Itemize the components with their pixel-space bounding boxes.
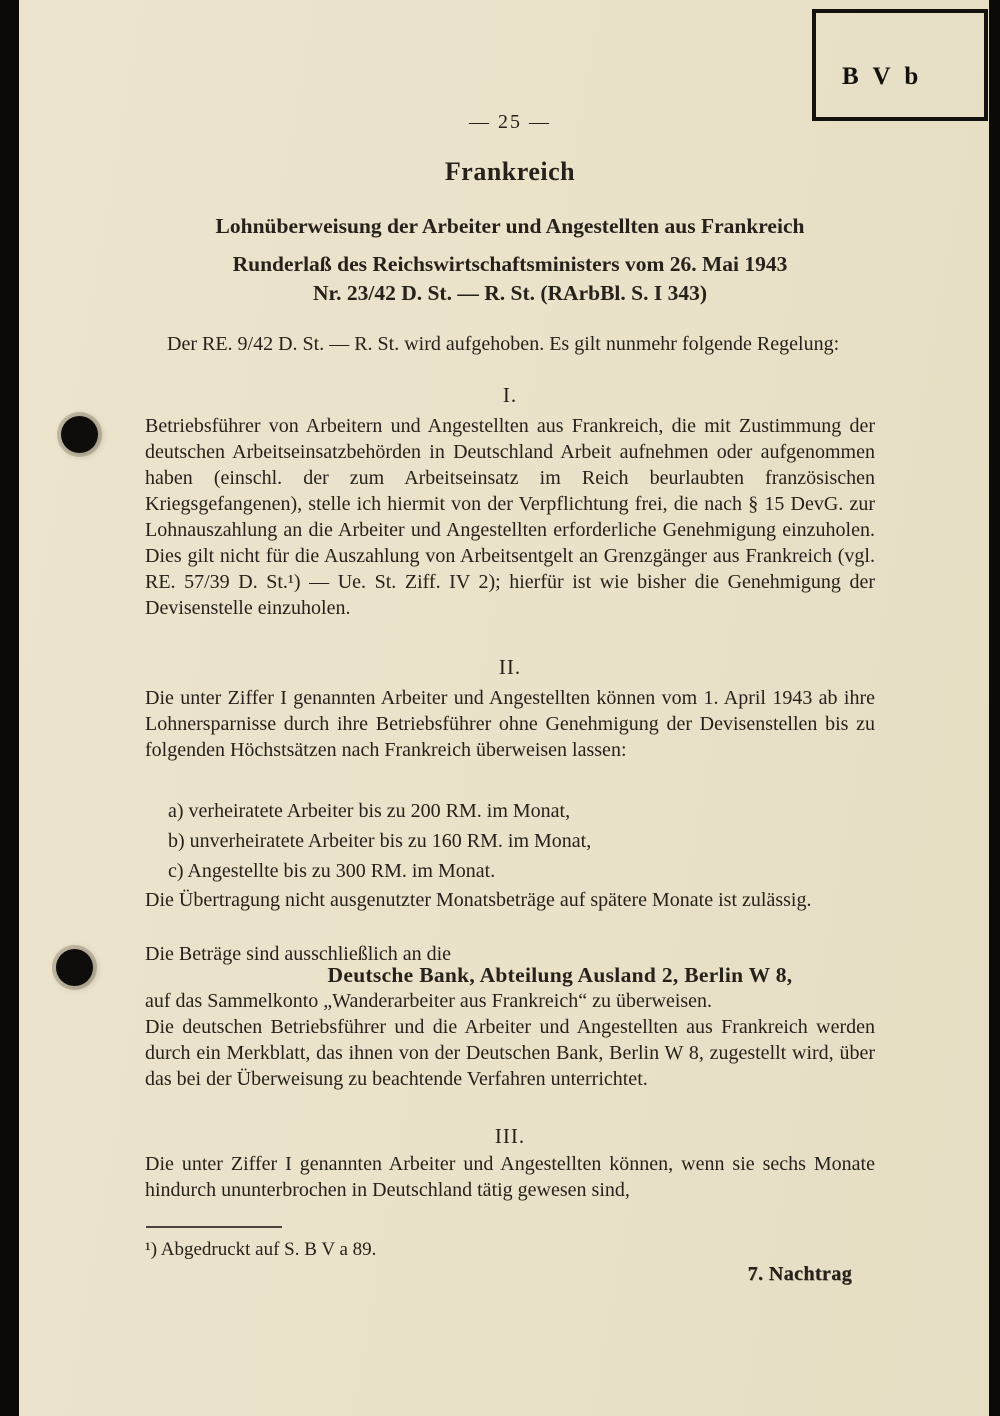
heading-line-1: Lohnüberweisung der Arbeiter und Angestellten aus Frankreich — [215, 214, 805, 238]
scan-edge-left — [0, 0, 19, 1416]
allowance-list — [145, 796, 875, 886]
section-3-paragraph: Die unter Ziffer I genannten Arbeiter und Angestellten können, wenn sie sechs Monate hindurch ununterbrochen in Deutschland tätig gewesen sind, — [145, 1153, 875, 1201]
allowance-item-b: b) unverheiratete Arbeiter bis zu 160 RM. im Monat, — [168, 830, 592, 852]
section-1-paragraph: Betriebsführer von Arbeitern und Angestellten aus Frankreich, die mit Zustimmung der deutschen Arbeitseinsatzbehörden in Deutschland Arbeit aufnehmen oder aufgenommen haben (einschl. der zum Arbeitseinsatz im Reich beurlaubten französischen Kriegsgefangenen), stelle ich hiermit von der Verpflichtung frei, die nach § 15 DevG. zur Lohnauszahlung an die Arbeiter und Angestellten erforderliche Genehmigung einzuholen. Dies gilt nicht für die Auszahlung von Arbeitsentgelt an Grenzgänger aus Frankreich (vgl. RE. 57/39 D. St.¹) — Ue. St. Ziff. IV 2); hierfür ist wie bisher die Genehmigung der Devisenstelle einzuholen. — [145, 415, 875, 619]
footnote: ¹) Abgedruckt auf S. B V a 89. — [145, 1239, 377, 1260]
section-2-paragraph-2: Die Übertragung nicht ausgenutzter Monatsbeträge auf spätere Monate ist zulässig. — [145, 889, 812, 911]
intro-paragraph: Der RE. 9/42 D. St. — R. St. wird aufgehoben. Es gilt nunmehr folgende Regelung: — [167, 333, 840, 355]
page-title: Frankreich — [444, 157, 576, 186]
footnote-rule — [146, 1226, 282, 1228]
section-label: B V b — [842, 63, 923, 90]
punch-hole-top — [61, 416, 98, 453]
section-label-box — [812, 9, 988, 121]
bank-address-line: Deutsche Bank, Abteilung Ausland 2, Berlin W 8, — [327, 963, 793, 987]
section-2-paragraph-1: Die unter Ziffer I genannten Arbeiter und Angestellten können vom 1. April 1943 ab ihre Lohnersparnisse durch ihre Betriebsführer ohne Genehmigung der Devisenstellen bis zu folgenden Höchstsätzen nach Frankreich überweisen lassen: — [145, 687, 875, 761]
heading-line-3: Nr. 23/42 D. St. — R. St. (RArbBl. S. I 343) — [313, 281, 707, 305]
section-numeral-2: II. — [498, 655, 522, 679]
section-2-paragraph-5: Die deutschen Betriebsführer und die Arbeiter und Angestellten aus Frankreich werden durch ein Merkblatt, das ihnen von der Deutschen Bank, Berlin W 8, zugestellt wird, über das bei der Überweisung zu beachtende Verfahren unterrichtet. — [145, 1016, 875, 1090]
allowance-item-c: c) Angestellte bis zu 300 RM. im Monat. — [168, 860, 496, 882]
page-number: — 25 — — [469, 111, 551, 133]
section-numeral-1: I. — [502, 383, 518, 407]
section-2-paragraph-3: Die Beträge sind ausschließlich an die — [145, 943, 452, 965]
supplement-label: 7. Nachtrag — [747, 1263, 852, 1285]
section-numeral-3: III. — [494, 1124, 526, 1148]
section-2-paragraph-4: auf das Sammelkonto „Wanderarbeiter aus Frankreich“ zu überweisen. — [145, 990, 713, 1012]
punch-hole-bottom — [56, 949, 93, 986]
allowance-item-a: a) verheiratete Arbeiter bis zu 200 RM. im Monat, — [168, 800, 571, 822]
heading-line-2: Runderlaß des Reichswirtschaftsministers vom 26. Mai 1943 — [232, 252, 788, 276]
scan-edge-right — [989, 0, 1000, 1416]
